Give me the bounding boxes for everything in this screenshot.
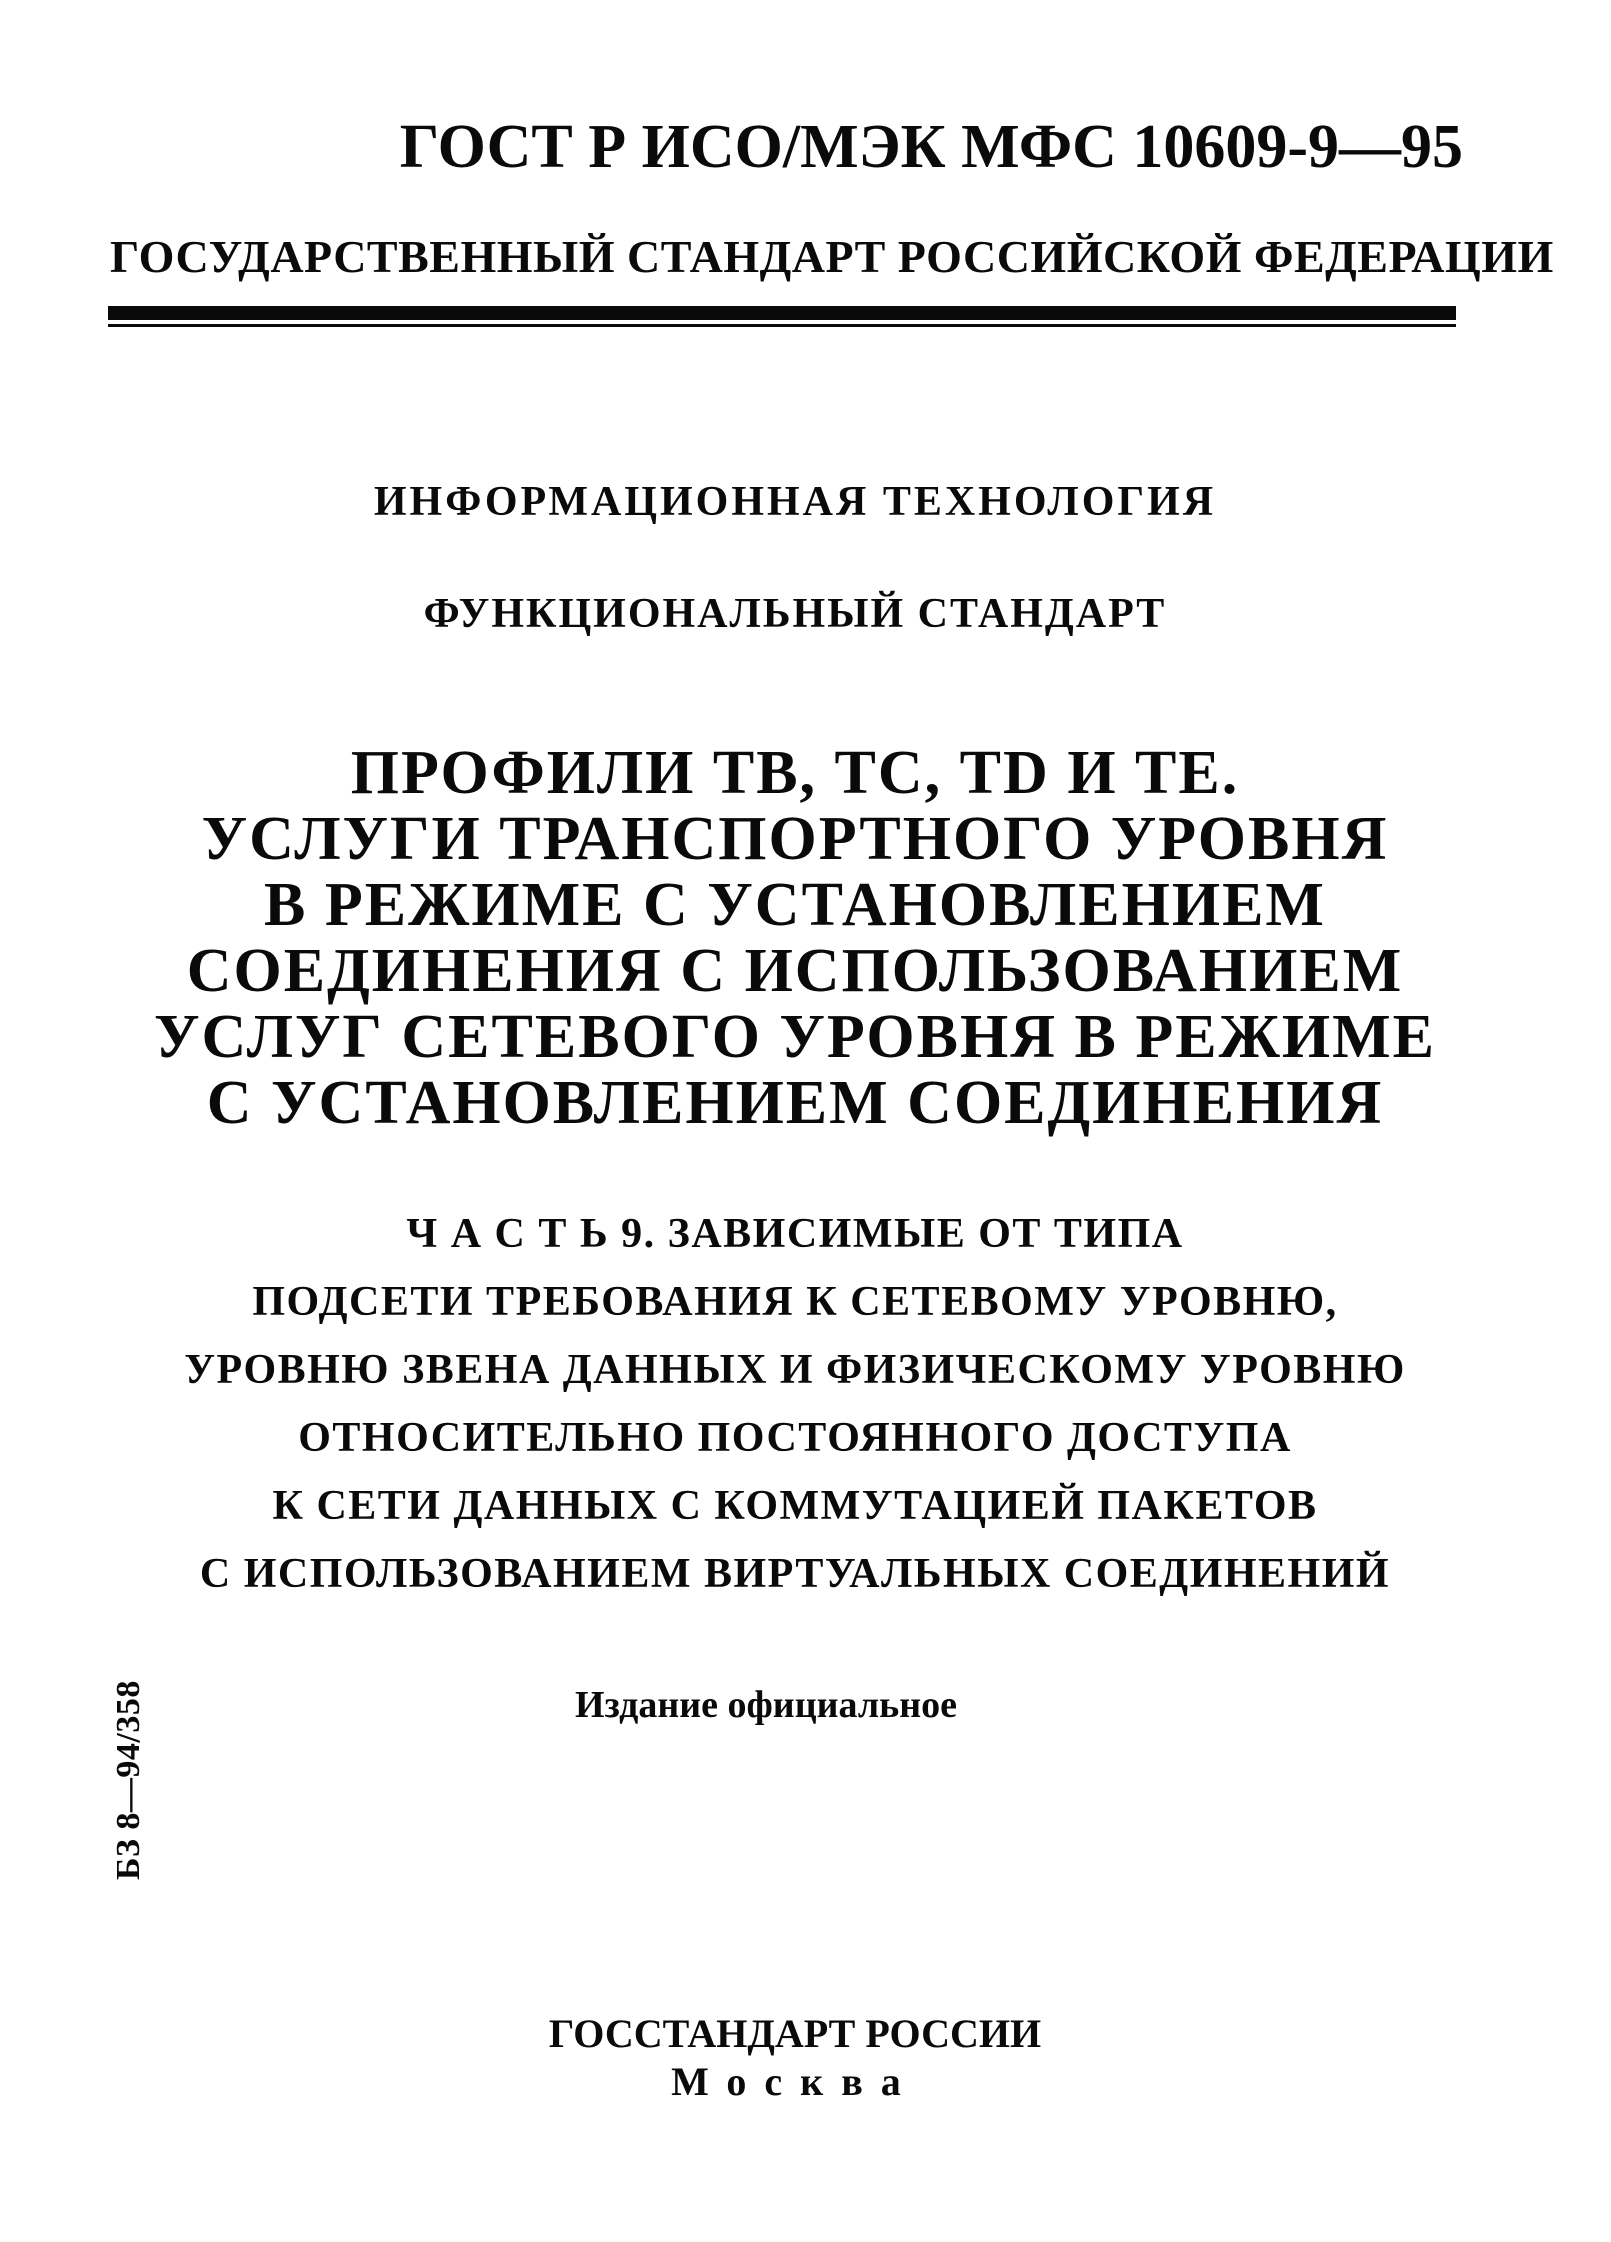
title-line: УСЛУГ СЕТЕВОГО УРОВНЯ В РЕЖИМЕ — [154, 1003, 1436, 1071]
title-line: В РЕЖИМЕ С УСТАНОВЛЕНИЕМ — [264, 871, 1326, 939]
title-line: ПРОФИЛИ ТВ, ТС, TD И ТЕ. — [350, 739, 1240, 807]
issuer-city: Москва — [671, 2059, 919, 2104]
title-line: СОЕДИНЕНИЯ С ИСПОЛЬЗОВАНИЕМ — [186, 937, 1404, 1005]
field-heading: ИНФОРМАЦИОННАЯ ТЕХНОЛОГИЯ — [373, 479, 1217, 525]
issuer-name: ГОССТАНДАРТ РОССИИ — [548, 2011, 1042, 2056]
part-title — [110, 1200, 1480, 1608]
edition-note: Издание официальное — [575, 1684, 958, 1726]
issuer-block — [110, 2010, 1480, 2106]
heading-rule — [108, 306, 1456, 320]
standard-designation: ГОСТ Р ИСО/МЭК МФС 10609-9—95 — [399, 113, 1463, 181]
part-line: К СЕТИ ДАННЫХ С КОММУТАЦИЕЙ ПАКЕТОВ — [272, 1483, 1318, 1529]
part-line: Ч А С Т Ь 9. ЗАВИСИМЫЕ ОТ ТИПА — [406, 1211, 1184, 1257]
document-title — [110, 740, 1480, 1136]
title-line: С УСТАНОВЛЕНИЕМ СОЕДИНЕНИЯ — [206, 1069, 1384, 1137]
side-catalog-code: БЗ 8—94/358 — [110, 1680, 147, 1880]
heading-rule-thin — [108, 324, 1456, 327]
standard-kind-heading: ФУНКЦИОНАЛЬНЫЙ СТАНДАРТ — [423, 591, 1167, 637]
title-line: УСЛУГИ ТРАНСПОРТНОГО УРОВНЯ — [201, 805, 1389, 873]
part-line: УРОВНЮ ЗВЕНА ДАННЫХ И ФИЗИЧЕСКОМУ УРОВНЮ — [184, 1347, 1406, 1393]
part-line: С ИСПОЛЬЗОВАНИЕМ ВИРТУАЛЬНЫХ СОЕДИНЕНИЙ — [199, 1551, 1391, 1597]
part-line: ПОДСЕТИ ТРЕБОВАНИЯ К СЕТЕВОМУ УРОВНЮ, — [252, 1279, 1338, 1325]
state-standard-heading: ГОСУДАРСТВЕННЫЙ СТАНДАРТ РОССИЙСКОЙ ФЕДЕРАЦИИ — [110, 231, 1554, 282]
part-line: ОТНОСИТЕЛЬНО ПОСТОЯННОГО ДОСТУПА — [298, 1415, 1292, 1461]
